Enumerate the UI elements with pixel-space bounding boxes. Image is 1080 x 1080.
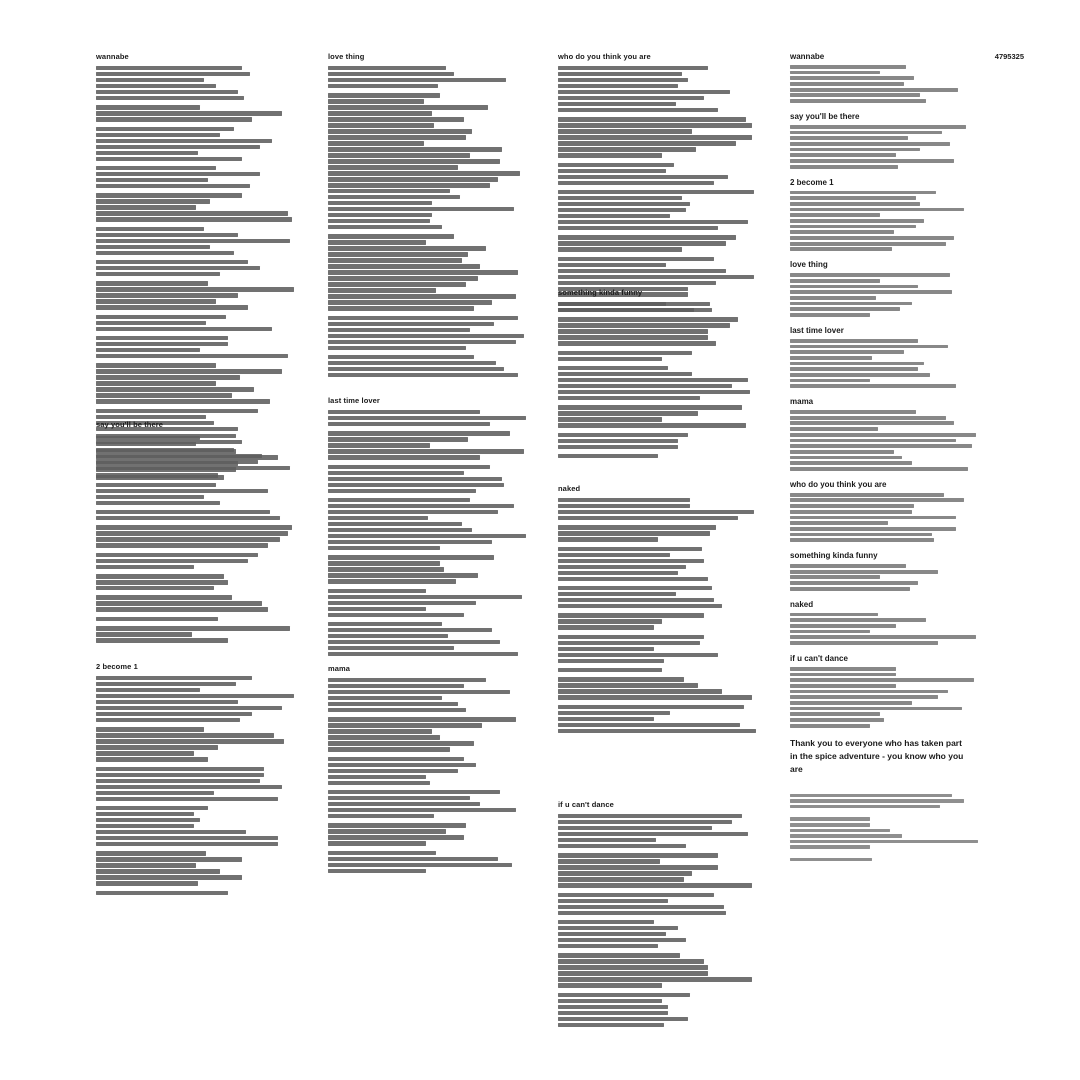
lyrics-text — [558, 498, 758, 733]
lyrics-text — [96, 676, 296, 895]
credit-heading: last time lover — [790, 325, 844, 335]
credit-heading: mama — [790, 397, 814, 407]
lyrics-text — [558, 66, 758, 312]
credits-column — [790, 52, 990, 870]
lyrics-text — [328, 410, 528, 656]
credit-heading: wannabe — [790, 52, 825, 61]
song-if-u-cant-dance — [558, 800, 758, 1032]
credit-text — [790, 667, 990, 728]
song-title: mama — [328, 664, 351, 673]
credit-text — [790, 410, 990, 471]
song-love-thing — [328, 52, 528, 382]
lyrics-text — [558, 302, 758, 458]
song-2-become-1 — [96, 662, 296, 900]
song-title: say you'll be there — [96, 420, 164, 429]
song-something-kinda-funny — [558, 288, 758, 463]
credit-text — [790, 125, 990, 169]
song-title: love thing — [328, 52, 365, 61]
lyrics-text — [328, 66, 528, 377]
song-title: who do you think you are — [558, 52, 651, 61]
credit-heading: love thing — [790, 260, 828, 270]
lyrics-text — [558, 814, 758, 1027]
credit-heading: say you'll be there — [790, 111, 860, 121]
credit-text — [790, 65, 990, 103]
song-title: if u can't dance — [558, 800, 614, 809]
song-title: 2 become 1 — [96, 662, 138, 671]
credit-text — [790, 273, 990, 317]
production-notes — [790, 794, 990, 809]
song-title: last time lover — [328, 396, 380, 405]
copyright-notes — [790, 817, 990, 849]
lyrics-text — [328, 678, 528, 873]
song-title: something kinda funny — [558, 288, 643, 297]
credit-heading: 2 become 1 — [790, 177, 834, 187]
credit-text — [790, 493, 990, 542]
credit-heading: naked — [790, 599, 814, 609]
song-title: wannabe — [96, 52, 129, 61]
lyrics-text — [96, 66, 296, 480]
credit-text — [790, 191, 990, 252]
credit-heading: who do you think you are — [790, 479, 887, 489]
song-say-youll-be-there — [96, 420, 296, 648]
song-last-time-lover — [328, 396, 528, 661]
credit-heading: if u can't dance — [790, 653, 848, 663]
photography-note — [790, 858, 990, 862]
song-who-do-you-think-you-are — [558, 52, 758, 317]
song-title: naked — [558, 484, 581, 493]
lyrics-text — [96, 434, 296, 643]
credit-heading: something kinda funny — [790, 551, 878, 561]
song-mama — [328, 664, 528, 878]
catalog-number: 4795325 — [994, 52, 1024, 61]
credit-text — [790, 564, 990, 591]
song-naked — [558, 484, 758, 738]
credit-text — [790, 339, 990, 388]
thanks-message: Thank you to everyone who has taken part in the spice adventure - you know who you are — [790, 737, 964, 774]
credit-text — [790, 613, 990, 645]
